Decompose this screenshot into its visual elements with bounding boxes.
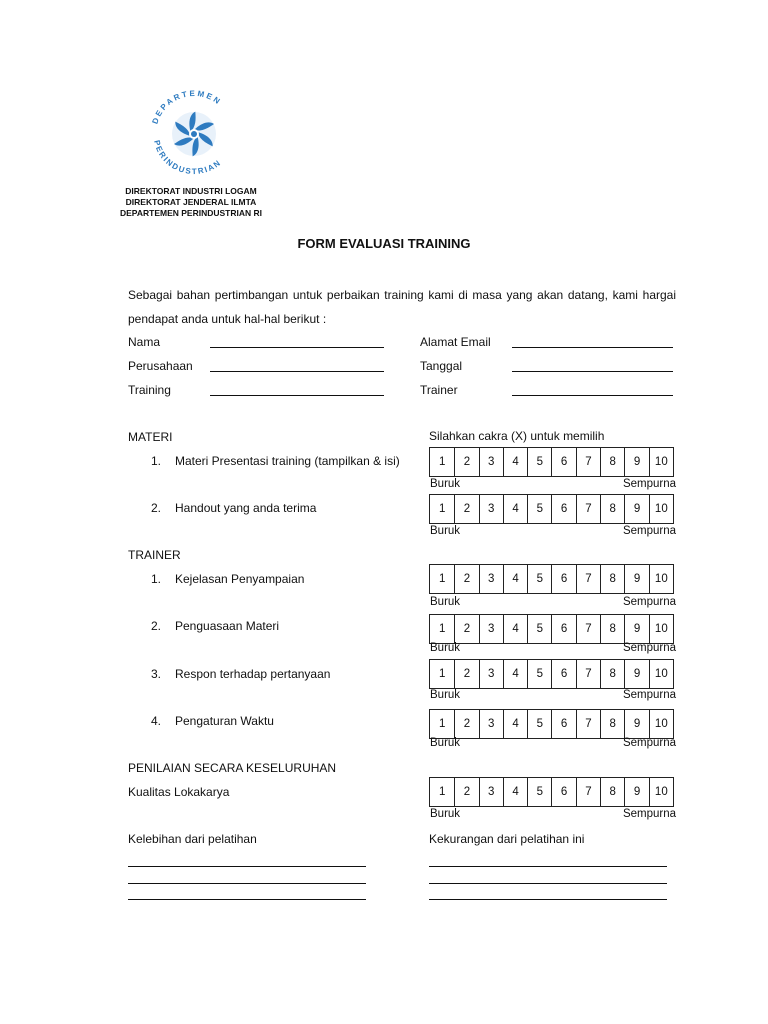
rating-option-3[interactable]: 3 [479,565,503,593]
rating-option-5[interactable]: 5 [527,778,551,806]
field-label-nama: Nama [128,335,161,349]
scale-labels [430,525,676,537]
rating-option-8[interactable]: 8 [600,778,624,806]
rating-option-8[interactable]: 8 [600,448,624,476]
email-input-line[interactable] [512,347,673,348]
rating-option-3[interactable]: 3 [479,778,503,806]
org-line: DIREKTORAT INDUSTRI LOGAM [125,186,257,196]
rating-option-6[interactable]: 6 [551,710,575,738]
org-header [96,186,286,219]
rating-option-9[interactable]: 9 [624,448,648,476]
rating-scale[interactable] [429,777,674,807]
rating-option-4[interactable]: 4 [503,710,527,738]
field-label-email: Alamat Email [420,335,491,349]
kekurangan-input-line[interactable] [429,899,667,900]
rating-option-10[interactable]: 10 [649,448,673,476]
rating-scale[interactable] [429,614,674,644]
item-label-respon: Respon terhadap pertanyaan [175,667,331,681]
rating-option-8[interactable]: 8 [600,660,624,688]
scale-labels [430,737,676,749]
scale-high-label: Sempurna [622,478,676,490]
rating-option-3[interactable]: 3 [479,710,503,738]
rating-option-9[interactable]: 9 [624,615,648,643]
rating-option-1[interactable]: 1 [438,786,446,798]
item-number: 1. [151,454,162,468]
nama-input-line[interactable] [210,347,384,348]
field-label-tanggal: Tanggal [420,359,463,373]
org-line: DIREKTORAT JENDERAL ILMTA [125,197,257,207]
rating-option-7[interactable]: 7 [576,710,600,738]
item-label-handout: Handout yang anda terima [175,501,317,515]
kekurangan-label: Kekurangan dari pelatihan ini [429,832,585,846]
scale-high-label: Sempurna [622,737,676,749]
field-label-trainer: Trainer [420,383,458,397]
scale-low-label: Buruk [430,808,461,820]
scale-labels [430,478,676,490]
rating-option-6[interactable]: 6 [551,495,575,523]
trainer-input-line[interactable] [512,395,673,396]
rating-option-8[interactable]: 8 [600,565,624,593]
rating-option-1[interactable]: 1 [438,456,446,468]
rating-option-6[interactable]: 6 [551,448,575,476]
rating-option-7[interactable]: 7 [576,565,600,593]
rating-option-2[interactable]: 2 [454,778,478,806]
scale-low-label: Buruk [430,642,461,654]
rating-option-5[interactable]: 5 [527,495,551,523]
scale-high-label: Sempurna [622,642,676,654]
rating-option-5[interactable]: 5 [527,660,551,688]
rating-option-10[interactable]: 10 [649,710,673,738]
rating-option-10[interactable]: 10 [649,565,673,593]
scale-high-label: Sempurna [622,596,676,608]
org-line: DEPARTEMEN PERINDUSTRIAN RI [120,208,262,218]
rating-option-3[interactable]: 3 [479,660,503,688]
item-label-materi-presentasi: Materi Presentasi training (tampilkan & isi) [175,454,400,468]
rating-option-2[interactable]: 2 [454,448,478,476]
rating-option-10[interactable]: 10 [649,778,673,806]
rating-option-2[interactable]: 2 [454,615,478,643]
rating-option-8[interactable]: 8 [600,710,624,738]
rating-option-4[interactable]: 4 [503,660,527,688]
rating-option-7[interactable]: 7 [576,448,600,476]
rating-option-3[interactable]: 3 [479,495,503,523]
scale-high-label: Sempurna [622,808,676,820]
rating-instruction: Silahkan cakra (X) untuk memilih [429,429,605,443]
rating-option-6[interactable]: 6 [551,778,575,806]
perusahaan-input-line[interactable] [210,371,384,372]
rating-option-7[interactable]: 7 [576,615,600,643]
scale-low-label: Buruk [430,596,461,608]
rating-option-8[interactable]: 8 [600,495,624,523]
rating-option-2[interactable]: 2 [454,495,478,523]
rating-scale[interactable] [429,564,674,594]
rating-option-4[interactable]: 4 [503,778,527,806]
scale-low-label: Buruk [430,689,461,701]
item-number: 4. [151,714,162,728]
scale-low-label: Buruk [430,478,461,490]
rating-option-7[interactable]: 7 [576,495,600,523]
rating-option-1[interactable]: 1 [438,718,446,730]
rating-option-7[interactable]: 7 [576,778,600,806]
training-input-line[interactable] [210,395,384,396]
rating-option-10[interactable]: 10 [649,660,673,688]
item-label-pengaturan-waktu: Pengaturan Waktu [175,714,274,728]
departemen-perindustrian-logo [146,88,242,178]
scale-high-label: Sempurna [622,525,676,537]
rating-option-2[interactable]: 2 [454,660,478,688]
rating-option-9[interactable]: 9 [624,710,648,738]
rating-option-9[interactable]: 9 [624,660,648,688]
rating-option-6[interactable]: 6 [551,615,575,643]
rating-option-3[interactable]: 3 [479,448,503,476]
item-label-kualitas-lokakarya: Kualitas Lokakarya [128,785,230,799]
item-label-penguasaan: Penguasaan Materi [175,619,280,633]
field-label-perusahaan: Perusahaan [128,359,193,373]
kelebihan-input-line[interactable] [128,883,366,884]
item-number: 1. [151,572,162,586]
rating-option-9[interactable]: 9 [624,565,648,593]
rating-option-2[interactable]: 2 [454,710,478,738]
rating-option-2[interactable]: 2 [454,565,478,593]
logo-top-text: DEPARTEMEN [150,88,224,126]
kekurangan-input-line[interactable] [429,866,667,867]
rating-option-4[interactable]: 4 [503,448,527,476]
rating-option-5[interactable]: 5 [527,565,551,593]
rating-option-1[interactable]: 1 [438,623,446,635]
rating-option-5[interactable]: 5 [527,710,551,738]
kelebihan-input-line[interactable] [128,866,366,867]
section-heading-materi: MATERI [128,430,173,444]
rating-option-1[interactable]: 1 [438,503,446,515]
rating-option-5[interactable]: 5 [527,615,551,643]
kelebihan-input-line[interactable] [128,899,366,900]
rating-option-6[interactable]: 6 [551,565,575,593]
rating-option-5[interactable]: 5 [527,448,551,476]
field-label-training: Training [128,383,171,397]
rating-scale[interactable] [429,659,674,689]
intro-text: Sebagai bahan pertimbangan untuk perbaikan training kami di masa yang akan datang, kami hargai pendapat anda untuk hal-hal berikut : [128,288,676,326]
scale-labels [430,808,676,820]
scale-low-label: Buruk [430,525,461,537]
rating-option-4[interactable]: 4 [503,495,527,523]
rating-option-1[interactable]: 1 [438,573,446,585]
rating-option-9[interactable]: 9 [624,778,648,806]
rating-option-3[interactable]: 3 [479,615,503,643]
scale-labels [430,689,676,701]
item-number: 2. [151,501,162,515]
kekurangan-input-line[interactable] [429,883,667,884]
logo-bottom-text: PERINDUSTRIAN [152,139,224,177]
rating-option-4[interactable]: 4 [503,565,527,593]
rating-scale[interactable] [429,447,674,477]
tanggal-input-line[interactable] [512,371,673,372]
rating-option-7[interactable]: 7 [576,660,600,688]
rating-option-6[interactable]: 6 [551,660,575,688]
section-heading-trainer: TRAINER [128,548,181,562]
item-label-kejelasan: Kejelasan Penyampaian [175,572,305,586]
item-number: 3. [151,667,162,681]
scale-labels [430,642,676,654]
kelebihan-label: Kelebihan dari pelatihan [128,832,257,846]
rating-option-10[interactable]: 10 [649,495,673,523]
rating-option-1[interactable]: 1 [438,668,446,680]
scale-high-label: Sempurna [622,689,676,701]
rating-option-9[interactable]: 9 [624,495,648,523]
rating-scale[interactable] [429,709,674,739]
scale-low-label: Buruk [430,737,461,749]
section-heading-overall: PENILAIAN SECARA KESELURUHAN [128,761,337,775]
rating-option-4[interactable]: 4 [503,615,527,643]
form-title: FORM EVALUASI TRAINING [297,236,471,251]
scale-labels [430,596,676,608]
rating-scale[interactable] [429,494,674,524]
item-number: 2. [151,619,162,633]
rating-option-8[interactable]: 8 [600,615,624,643]
rating-option-10[interactable]: 10 [649,615,673,643]
